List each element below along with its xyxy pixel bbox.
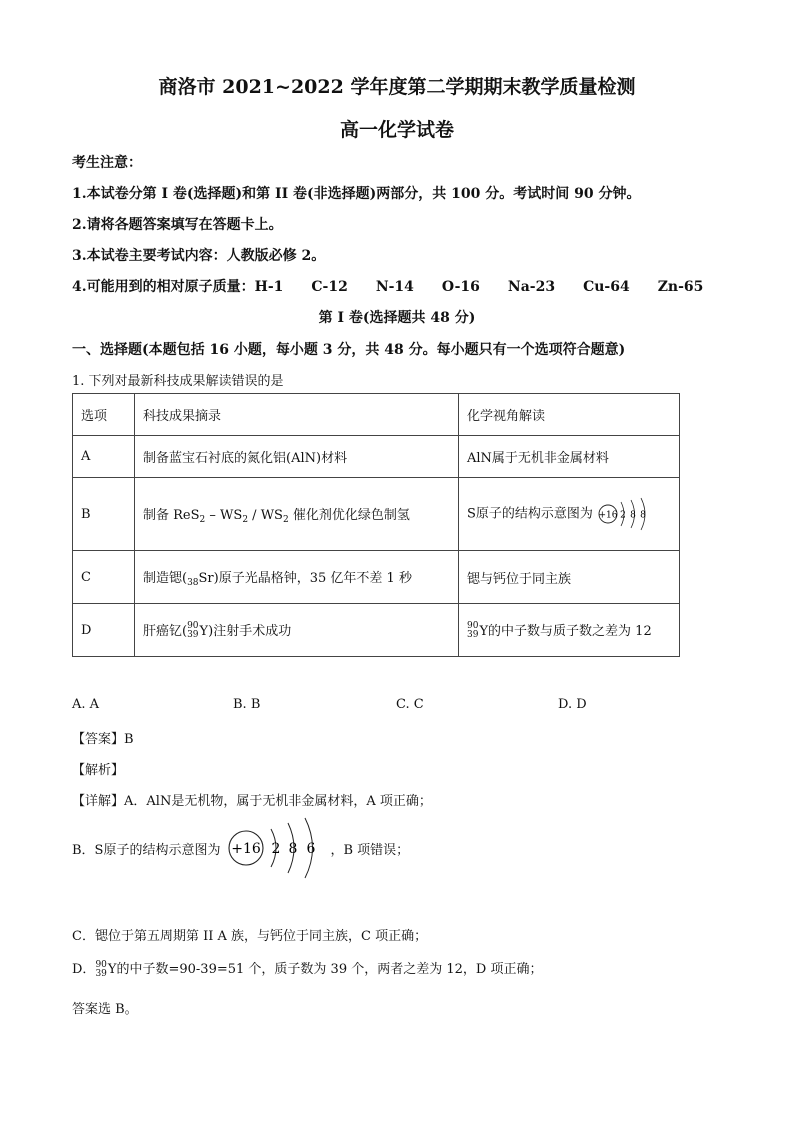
section-heading: 一、选择题(本题包括 16 小题，每小题 3 分，共 48 分。每小题只有一个选项符合题意) (72, 342, 626, 358)
table-row (73, 436, 680, 478)
exam-title: 商洛市 2021~2022 学年度第二学期期末教学质量检测 (158, 76, 636, 98)
nucleus-label: +16 (598, 510, 618, 521)
shell-1-label: 2 (272, 841, 281, 857)
answer-label: 【答案】 (72, 732, 125, 747)
nucleus-label: +16 (231, 841, 262, 857)
table-header-row (73, 394, 680, 436)
choice-a: A. A (72, 697, 100, 712)
part1-title: 第 I 卷(选择题共 48 分) (318, 310, 476, 326)
header-interpretation: 化学视角解读 (459, 394, 680, 436)
sulfur-atom-diagram-small (597, 494, 655, 534)
row-c-interpretation: 锶与钙位于同主族 (459, 551, 680, 604)
table-row (73, 604, 680, 657)
analysis-label: 【解析】 (72, 763, 125, 778)
row-c-achievement: 制造锶$(_{38}Sr)$原子光晶格钟，35 亿年不差 1 秒 (135, 551, 459, 604)
row-d-option: D (73, 604, 135, 657)
answer-line (72, 728, 134, 747)
row-a-option: A (73, 436, 135, 478)
question-1-table (72, 393, 680, 657)
shell-3-label: 8 (640, 510, 646, 521)
table-row (73, 478, 680, 551)
header-option: 选项 (73, 394, 135, 436)
notice-heading: 考生注意： (72, 155, 142, 171)
shell-2-label: 8 (289, 841, 298, 857)
choice-d: D. D (558, 697, 587, 712)
row-b-interpretation: S原子的结构示意图为 +16 2 8 8 (459, 478, 680, 551)
shell-1-label: 2 (620, 510, 626, 521)
final-answer: 答案选 B。 (72, 1002, 138, 1017)
row-d-achievement: 肝癌钇( 90 39 Y)注射手术成功 (135, 604, 459, 657)
row-c-option: C (73, 551, 135, 604)
row-d-interpretation: 90 39 Y的中子数与质子数之差为 12 (459, 604, 680, 657)
header-achievement: 科技成果摘录 (135, 394, 459, 436)
row-b-option: B (73, 478, 135, 551)
shell-3-label: 6 (307, 841, 316, 857)
detail-c: C．锶位于第五周期第 II A 族，与钙位于同主族，C 项正确； (72, 929, 428, 944)
detail-a: 【详解】A．AlN是无机物，属于无机非金属材料，A 项正确； (72, 794, 432, 809)
row-b-achievement: 制备 $ReS_2 - WS_2 / WS_2$ 催化剂优化绿色制氢 (135, 478, 459, 551)
choice-b: B. B (233, 697, 261, 712)
notice-item-2: 2.请将各题答案填写在答题卡上。 (72, 217, 283, 233)
question-1-stem: 1. 下列对最新科技成果解读错误的是 (72, 374, 284, 389)
row-a-achievement: 制备蓝宝石衬底的氮化铝(AlN)材料 (135, 436, 459, 478)
choice-c: C. C (396, 697, 424, 712)
detail-d: D． 90 39 Y的中子数=90-39=51 个，质子数为 39 个，两者之差为 12，D 项正确； (72, 959, 543, 979)
notice-item-3: 3.本试卷主要考试内容：人教版必修 2。 (72, 248, 326, 264)
exam-subtitle: 高一化学试卷 (339, 119, 454, 141)
shell-2-label: 8 (630, 510, 636, 521)
detail-b: B．S原子的结构示意图为 +16 2 8 6 ，B 项错误； (72, 818, 409, 878)
notice-item-4: 4.可能用到的相对原子质量：H-1 C-12 N-14 O-16 Na-23 Cu-64 Zn-65 (72, 279, 704, 295)
answer-value: B (124, 732, 134, 747)
detail-label: 【详解】 (72, 794, 125, 809)
table-row (73, 551, 680, 604)
row-a-interpretation: AlN属于无机非金属材料 (459, 436, 680, 478)
notice-item-1: 1.本试卷分第 I 卷(选择题)和第 II 卷(非选择题)两部分，共 100 分。考试时间 90 分钟。 (72, 186, 641, 202)
sulfur-atom-diagram (226, 817, 330, 879)
